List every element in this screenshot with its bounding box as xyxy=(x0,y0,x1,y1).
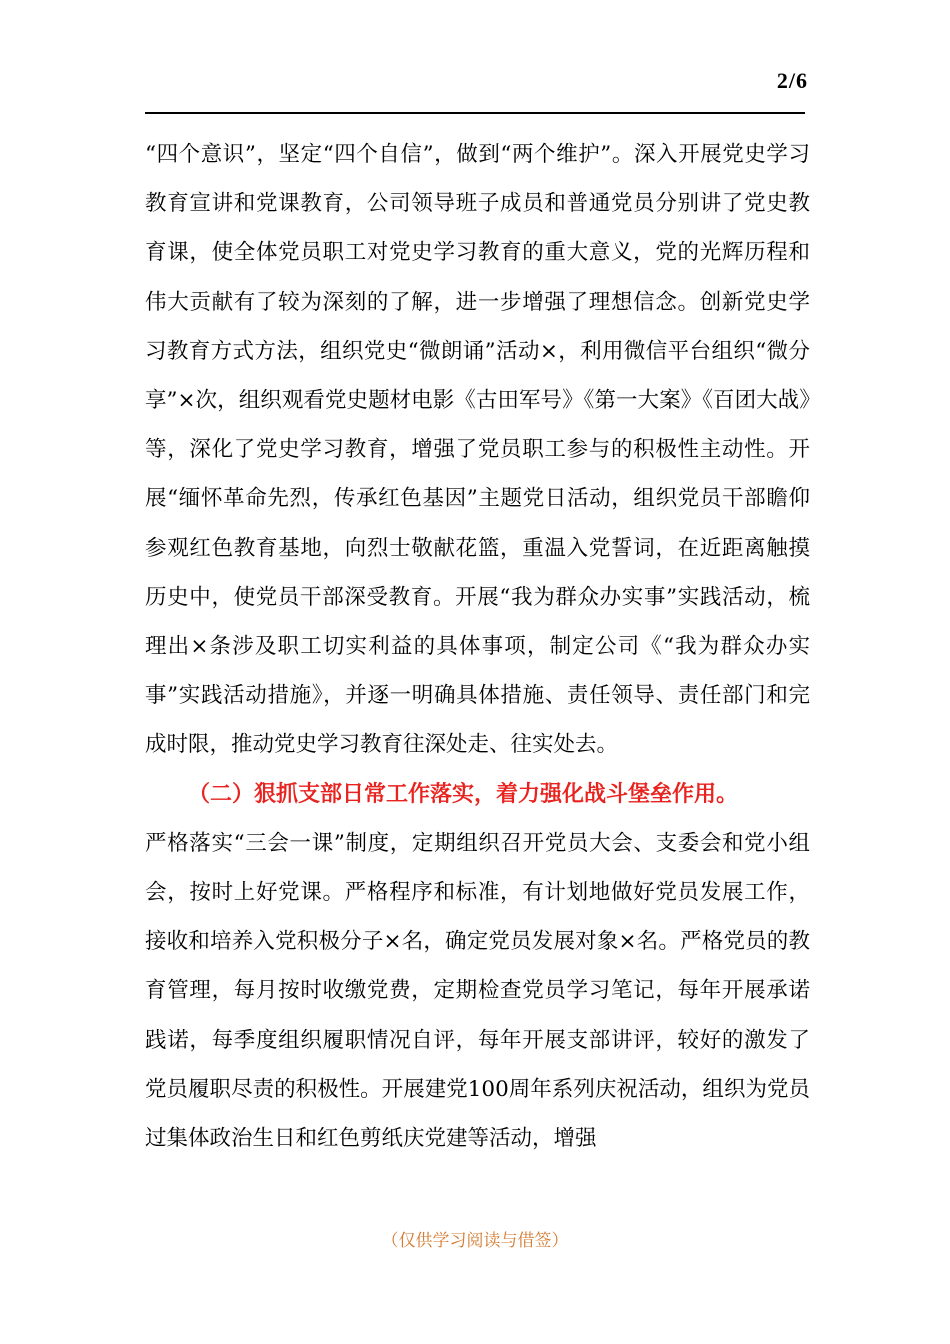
header-divider xyxy=(145,112,805,114)
body-paragraph-2: 严格落实“三会一课”制度，定期组织召开党员大会、支委会和党小组会，按时上好党课。严格程序和标准，有计划地做好党员发展工作，接收和培养入党积极分子×名，确定党员发展对象×名。严格党员的教育管理，每月按时收缴党费，定期检查党员学习笔记，每年开展承诺践诺，每季度组织履职情况自评，每年开展支部讲评，较好的激发了党员履职尽责的积极性。开展建党100周年系列庆祝活动，组织为党员过集体政治生日和红色剪纸庆党建等活动，增强 xyxy=(145,830,810,1152)
page-number: 2/6 xyxy=(776,68,808,93)
section-heading-2: （二）狠抓支部日常工作落实，着力强化战斗堡垒作用。 xyxy=(188,780,739,807)
footer-note: （仅供学习阅读与借签） xyxy=(381,1231,569,1251)
document-body xyxy=(145,130,810,1163)
body-paragraph-1: “四个意识”，坚定“四个自信”，做到“两个维护”。深入开展党史学习教育宣讲和党课教育，公司领导班子成员和普通党员分别讲了党史教育课，使全体党员职工对党史学习教育的重大意义，党的光辉历程和伟大贡献有了较为深刻的了解，进一步增强了理想信念。创新党史学习教育方式方法，组织党史“微朗诵”活动×，利用微信平台组织“微分享”×次，组织观看党史题材电影《古田军号》《第一大案》《百团大战》等，深化了党史学习教育，增强了党员职工参与的积极性主动性。开展“缅怀革命先烈，传承红色基因”主题党日活动，组织党员干部瞻仰参观红色教育基地，向烈士敬献花篮，重温入党誓词，在近距离触摸历史中，使党员干部深受教育。开展“我为群众办实事”实践活动，梳理出×条涉及职工切实利益的具体事项，制定公司《“我为群众办实事”实践活动措施》，并逐一明确具体措施、责任领导、责任部门和完成时限，推动党史学习教育往深处走、往实处去。 xyxy=(145,142,810,758)
